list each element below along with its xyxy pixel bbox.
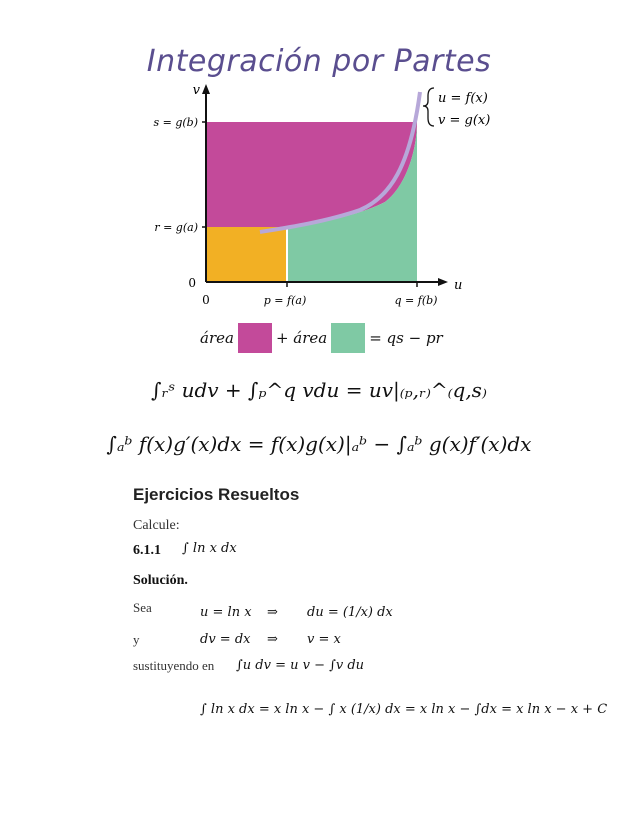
label-zero-x: 0 xyxy=(202,293,210,307)
label-q: q = f(b) xyxy=(394,294,438,307)
brace-v-label: v = g(x) xyxy=(438,113,491,128)
section-heading: Ejercicios Resueltos xyxy=(133,485,300,504)
label-s: s = g(b) xyxy=(153,116,198,129)
legend-plus-area-label: + área xyxy=(275,329,328,347)
axis-u-label: u xyxy=(454,278,463,293)
calcule-label: Calcule: xyxy=(133,518,180,533)
line2-arrow: ⇒ xyxy=(267,632,278,647)
area-legend xyxy=(200,322,443,354)
legend-magenta-swatch xyxy=(238,323,272,353)
exercise-expression: ∫ ln x dx xyxy=(182,541,237,556)
line2-left: dv = dx xyxy=(200,632,251,647)
y-label: y xyxy=(133,632,140,647)
integration-area-graph xyxy=(120,82,520,312)
orange-rectangle-pr xyxy=(206,227,287,282)
legend-green-swatch xyxy=(331,323,365,353)
line1-left: u = ln x xyxy=(200,605,252,620)
sustituyendo-label: sustituyendo en xyxy=(133,658,215,673)
label-r: r = g(a) xyxy=(154,221,198,234)
legend-area-label: área xyxy=(200,329,234,347)
equation-parts-formula: ∫ₐᵇ f(x)g′(x)dx = f(x)g(x)|ₐᵇ − ∫ₐᵇ g(x)f′(x)dx xyxy=(106,432,532,456)
line2-right: v = x xyxy=(307,632,341,647)
axis-v-label: v xyxy=(192,83,200,98)
u-axis-arrow-icon xyxy=(438,278,448,286)
brace-u-label: u = f(x) xyxy=(438,91,488,106)
page-title: Integración por Partes xyxy=(146,44,492,79)
line1-right: du = (1/x) dx xyxy=(307,605,393,620)
brace-icon xyxy=(423,88,434,126)
equation-areas: ∫ᵣˢ udv + ∫ₚ^q vdu = uv|₍ₚ,ᵣ₎^₍q,s₎ xyxy=(151,378,487,402)
line1-arrow: ⇒ xyxy=(267,605,278,620)
label-zero-y: 0 xyxy=(188,276,196,290)
v-axis-arrow-icon xyxy=(202,84,210,94)
sea-label: Sea xyxy=(133,600,152,615)
parts-formula-inline: ∫u dv = u v − ∫v du xyxy=(236,658,365,673)
solution-label: Solución. xyxy=(133,573,188,588)
label-p: p = f(a) xyxy=(263,294,307,307)
exercise-number: 6.1.1 xyxy=(133,543,161,558)
legend-result-label: = qs − pr xyxy=(369,329,443,347)
final-result-equation: ∫ ln x dx = x ln x − ∫ x (1/x) dx = x ln x − ∫dx = x ln x − x + C xyxy=(200,702,608,717)
